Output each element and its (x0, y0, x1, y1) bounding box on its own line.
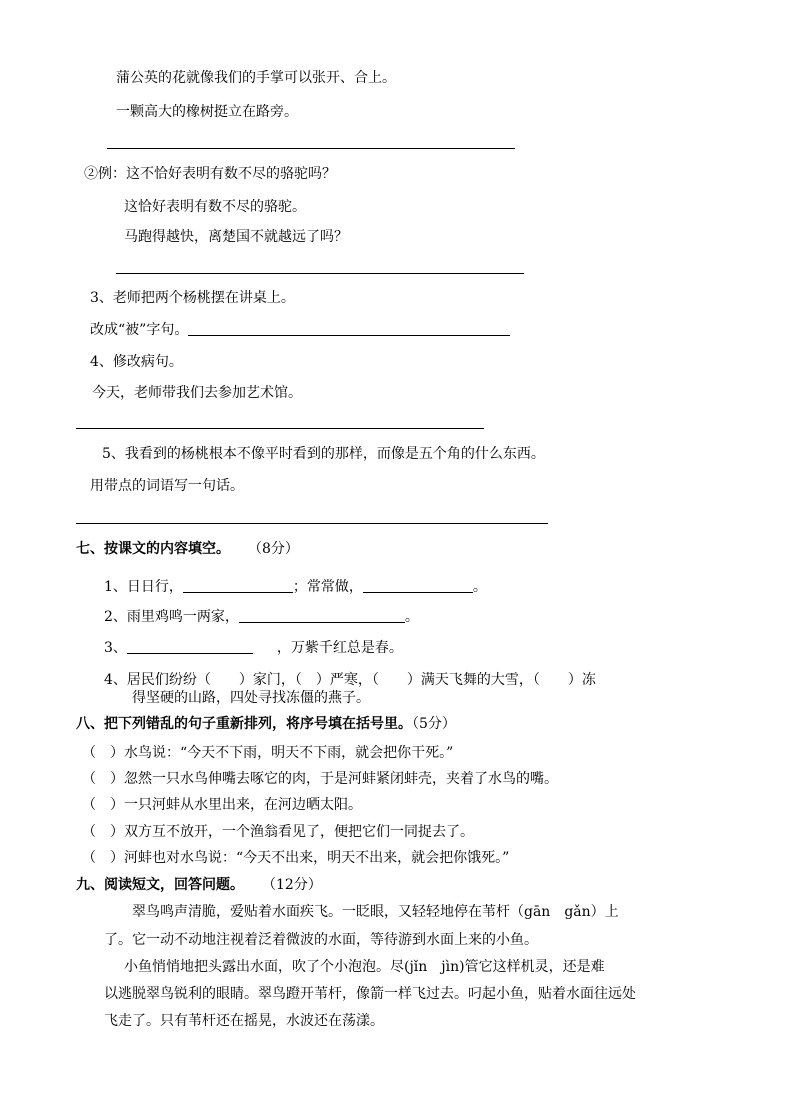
answer-line[interactable] (76, 523, 548, 524)
list-item: （ ）水鸟说：“今天不下雨，明天不下雨，就会把你干死。” (82, 745, 454, 761)
section-score: （8分） (248, 541, 299, 557)
question-sentence: 今天，老师带我们去参加艺术馆。 (92, 385, 302, 401)
answer-blank[interactable] (127, 639, 253, 654)
answer-blank[interactable] (188, 321, 510, 336)
answer-line[interactable] (107, 148, 515, 149)
question-title: 5、我看到的杨桃根本不像平时看到的那样，而像是五个角的什么东西。 (102, 446, 545, 462)
example-sentence: 蒲公英的花就像我们的手掌可以张开、合上。 (116, 70, 396, 86)
passage-line: 以逃脱翠鸟锐利的眼睛。翠鸟蹬开苇杆，像箭一样飞过去。叼起小鱼，贴着水面往远处 (104, 986, 636, 1002)
section-heading (76, 714, 456, 734)
fill-item (104, 577, 487, 597)
answer-blank[interactable] (363, 578, 473, 593)
question-label: ②例：这不恰好表明有数不尽的骆驼吗？ (84, 166, 336, 182)
item-text: 1、日日行， (104, 579, 183, 595)
section-heading (76, 539, 299, 559)
prompt-text: 改成“被”字句。 (90, 322, 189, 338)
answer-blank[interactable] (239, 608, 405, 623)
item-text: 。 (404, 609, 419, 625)
section-score: （12分） (262, 877, 322, 893)
fill-item (104, 638, 403, 658)
answer-blank[interactable] (183, 578, 293, 593)
fill-item-continued: 得坚硬的山路，四处寻找冻僵的燕子。 (132, 690, 370, 706)
example-sentence: 这恰好表明有数不尽的骆驼。 (124, 199, 306, 215)
passage-line: 翠鸟鸣声清脆，爱贴着水面疾飞。一眨眼，又轻轻地停在苇杆（gān gǎn）上 (132, 904, 619, 920)
item-text: 2、雨里鸡鸣一两家， (104, 609, 239, 625)
section-score: （5分） (412, 716, 456, 732)
example-sentence: 一颗高大的橡树挺立在路旁。 (116, 104, 298, 120)
section-title: 九、阅读短文，回答问题。 (76, 877, 244, 893)
question-title: 3、老师把两个杨桃摆在讲桌上。 (90, 290, 295, 306)
fill-item (104, 607, 419, 627)
section-title: 八、把下列错乱的句子重新排列，将序号填在括号里。 (76, 716, 412, 732)
answer-line[interactable] (116, 273, 524, 274)
fill-item: 4、居民们纷纷（ ）家门，（ ）严寒，（ ）满天飞舞的大雪，（ ）冻 (104, 672, 596, 688)
list-item: （ ）忽然一只水鸟伸嘴去啄它的肉，于是河蚌紧闭蚌壳，夹着了水鸟的嘴。 (82, 771, 558, 787)
section-heading (76, 875, 322, 895)
example-sentence: 马跑得越快，离楚国不就越远了吗？ (124, 229, 348, 245)
question-prompt (90, 320, 510, 340)
list-item: （ ）一只河蚌从水里出来，在河边晒太阳。 (82, 797, 362, 813)
question-title: 4、修改病句。 (90, 354, 183, 370)
passage-line: 飞走了。只有苇杆还在摇晃，水波还在荡漾。 (104, 1013, 384, 1029)
item-text: 3、 (104, 640, 127, 656)
list-item: （ ）河蚌也对水鸟说：“今天不出来，明天不出来，就会把你饿死。” (82, 850, 510, 866)
item-text: ；常常做， (292, 579, 363, 595)
answer-line[interactable] (76, 428, 484, 429)
passage-line: 小鱼悄悄地把头露出水面，吹了个小泡泡。尽(jǐn jìn)管它这样机灵，还是难 (124, 959, 605, 975)
item-text: 。 (472, 579, 487, 595)
item-text: ，万紫千红总是春。 (276, 640, 403, 656)
section-title: 七、按课文的内容填空。 (76, 541, 230, 557)
passage-line: 了。它一动不动地注视着泛着微波的水面，等待游到水面上来的小鱼。 (104, 932, 538, 948)
list-item: （ ）双方互不放开，一个渔翁看见了，便把它们一同捉去了。 (82, 824, 474, 840)
question-prompt: 用带点的词语写一句话。 (90, 478, 244, 494)
